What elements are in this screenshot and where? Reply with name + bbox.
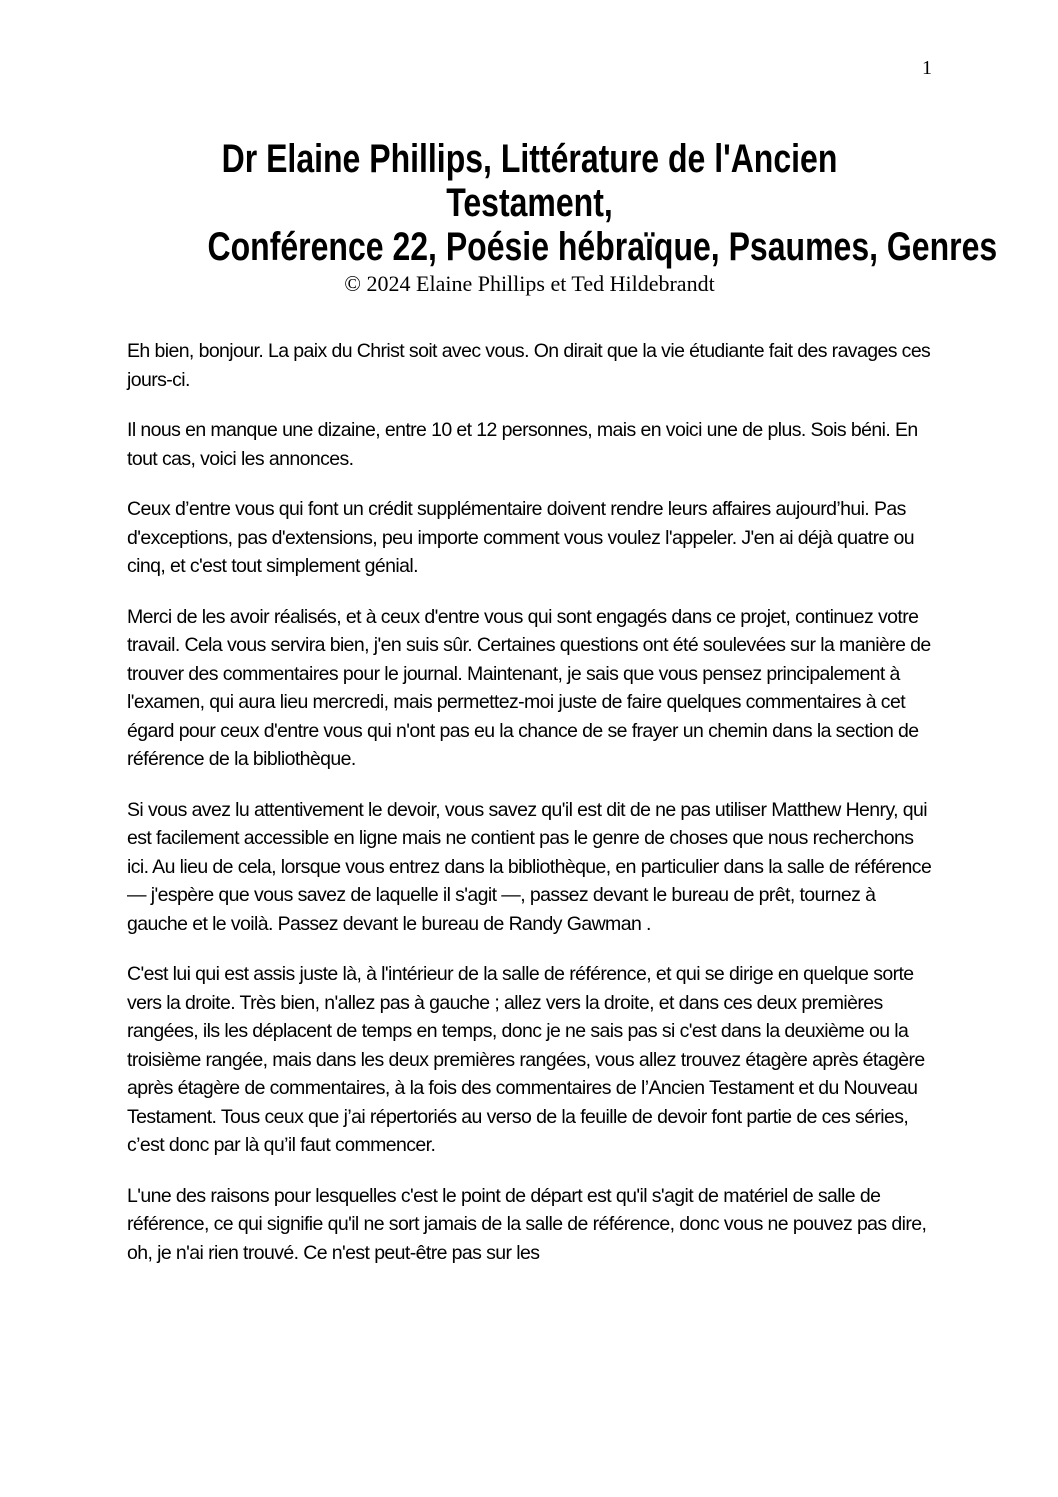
body-paragraph: C'est lui qui est assis juste là, à l'intérieur de la salle de référence, et qui se dirige en quelque sorte vers la droite. Très bien, n'allez pas à gauche ; allez vers la droite, et dans ces deux premières rangées, ils les déplacent de temps en temps, donc je ne sais pas si c'est dans la deuxième ou la troisième rangée, mais dans les deux premières rangées, vous allez trouvez étagère après étagère après étagère de commentaires, à la fois des commentaires de l’Ancien Testament et du Nouveau Testament. Tous ceux que j’ai répertoriés au verso de la feuille de devoir font partie de ces séries, c’est donc par là qu’il faut commencer. <box>127 963 925 1156</box>
copyright-line: © 2024 Elaine Phillips et Ted Hildebrandt <box>344 271 715 296</box>
body-paragraph: Si vous avez lu attentivement le devoir, vous savez qu'il est dit de ne pas utiliser Matthew Henry, qui est facilement accessible en ligne mais ne contient pas le genre de choses que nous recherchons ici. Au lieu de cela, lorsque vous entrez dans la bibliothèque, en particulier dans la salle de référence — j'espère que vous savez de laquelle il s'agit —, passez devant le bureau de prêt, tournez à gauche et le voilà. Passez devant le bureau de Randy Gawman . <box>127 798 932 935</box>
title-line-2: Testament, <box>446 181 613 225</box>
page-number: 1 <box>922 57 932 79</box>
title-line-1: Dr Elaine Phillips, Littérature de l'Ancien <box>221 137 838 181</box>
title-line-3: Conférence 22, Poésie hébraïque, Psaumes, Genres <box>207 225 998 269</box>
body-paragraph: Ceux d’entre vous qui font un crédit supplémentaire doivent rendre leurs affaires aujourd’hui. Pas d'exceptions, pas d'extensions, peu importe comment vous voulez l'appeler. J'en ai déjà quatre ou cinq, et c'est tout simplement génial. <box>127 498 915 577</box>
body-paragraph: Merci de les avoir réalisés, et à ceux d'entre vous qui sont engagés dans ce projet, continuez votre travail. Cela vous servira bien, j'en suis sûr. Certaines questions ont été soulevées sur la manière de trouver des commentaires pour le journal. Maintenant, je sais que vous pensez principalement à l'examen, qui aura lieu mercredi, mais permettez-moi juste de faire quelques commentaires à cet égard pour ceux d'entre vous qui n'ont pas eu la chance de se frayer un chemin dans la section de référence de la bibliothèque. <box>127 605 931 770</box>
body-paragraph: Eh bien, bonjour. La paix du Christ soit avec vous. On dirait que la vie étudiante fait des ravages ces jours-ci. <box>127 340 931 391</box>
document-title <box>127 137 998 269</box>
document-body <box>127 337 932 1267</box>
body-paragraph: Il nous en manque une dizaine, entre 10 et 12 personnes, mais en voici une de plus. Sois béni. En tout cas, voici les annonces. <box>127 419 918 470</box>
body-paragraph: L'une des raisons pour lesquelles c'est le point de départ est qu'il s'agit de matériel de salle de référence, ce qui signifie qu'il ne sort jamais de la salle de référence, donc vous ne pouvez pas dire, oh, je n'ai rien trouvé. Ce n'est peut-être pas sur les <box>127 1184 927 1264</box>
